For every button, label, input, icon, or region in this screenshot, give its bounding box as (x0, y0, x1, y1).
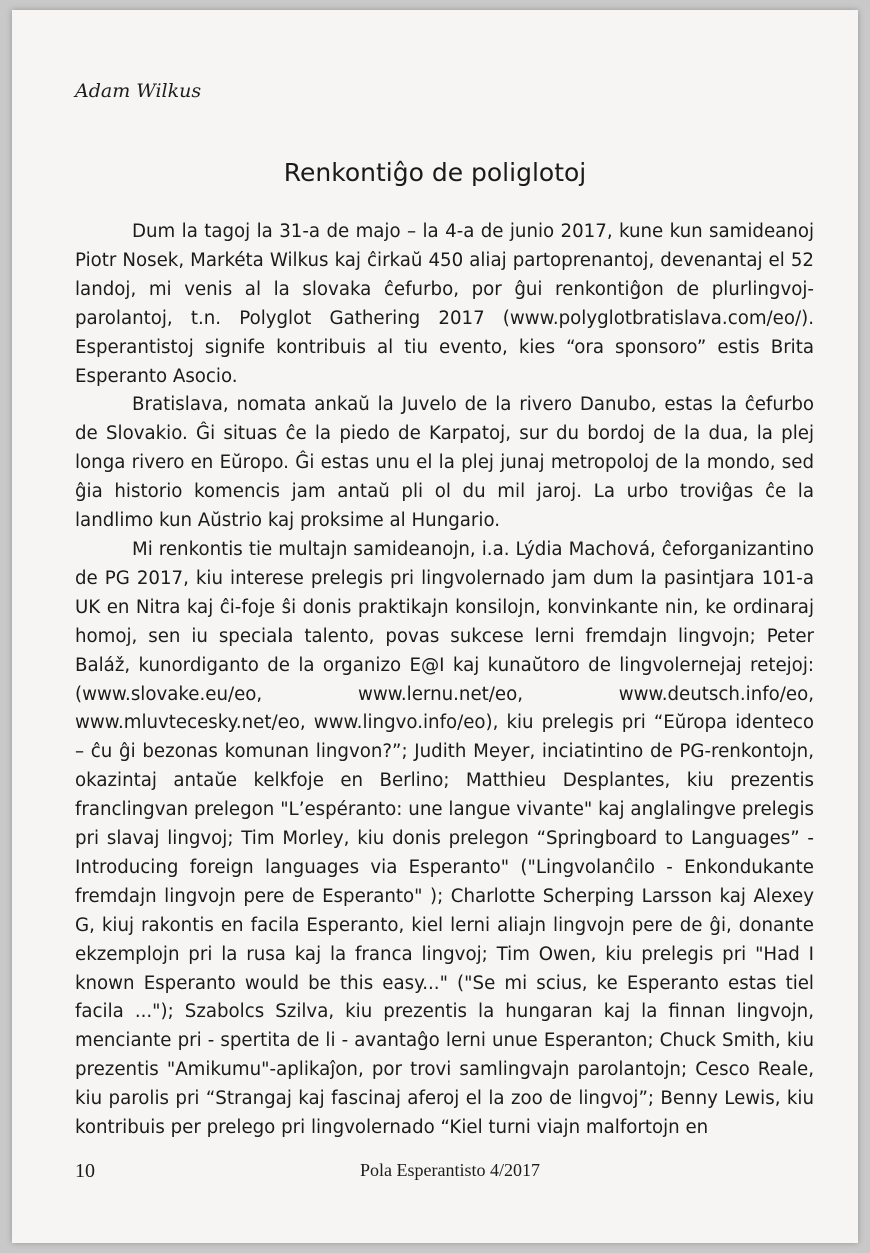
paragraph-1: Dum la tagoj la 31-a de majo – la 4-a de junio 2017, kune kun samideanoj Piotr Nosek, Markéta Wilkus kaj ĉirkaŭ 450 aliaj partoprenantoj, devenantaj el 52 landoj, mi venis al la slovaka ĉefurbo, por ĝui renkontiĝon de plurlingvoj-parolantoj, t.n. Polyglot Gathering 2017 (www.polyglotbratislava.com/eo/). Esperantistoj signife kontribuis al tiu evento, kies “ora sponsoro” estis Brita Esperanto Asocio. (75, 221, 814, 387)
paragraph-3: Mi renkontis tie multajn samideanojn, i.a. Lýdia Machová, ĉeforganizantino de PG 2017, kiu interese prelegis pri lingvolernado jam dum la pasintjara 101-a UK en Nitra kaj ĉi-foje ŝi donis praktikajn konsilojn, konvinkante nin, ke ordinaraj homoj, sen iu speciala talento, povas sukcese lerni fremdajn lingvojn; Peter Baláž, kunordiganto de la organizo E@I kaj kunaŭtoro de lingvolernejaj retejoj: (www.slovake.eu/eo, www.lernu.net/eo, www.deutsch.info/eo, www.mluvtecesky.net/eo, www.lingvo.info/eo), kiu prelegis pri “Eŭropa identeco – ĉu ĝi bezonas komunan lingvon?”; Judith Meyer, inciatintino de PG-renkontojn, okazintaj antaŭe kelkfoje en Berlino; Matthieu Desplantes, kiu prezentis franclingvan prelegon "L’espéranto: une langue vivante" kaj anglalingve prelegis pri slavaj lingvoj; Tim Morley, kiu donis prelegon “Springboard to Languages” - Introducing foreign languages via Esperanto" ("Lingvolanĉilo - Enkondukante fremdajn lingvojn pere de Esperanto" ); Charlotte Scherping Larsson kaj Alexey G, kiuj rakontis en facila Esperanto, kiel lerni aliajn lingvojn pere de ĝi, donante ekzemplojn pri la rusa kaj la franca lingvoj; Tim Owen, kiu prelegis pri "Had I known Esperanto would be this easy..." ("Se mi scius, ke Esperanto estas tiel facila ..."); Szabolcs Szilva, kiu prezentis la hungaran kaj la finnan lingvojn, menciante pri - spertita de li - avantaĝo lerni unue Esperanton; Chuck Smith, kiu prezentis "Amikumu"-aplikaĵon, por trovi samlingvajn parolantojn; Cesco Reale, kiu parolis pri “Strangaj kaj fascinaj aferoj el la zoo de lingvoj”; Benny Lewis, kiu kontribuis per prelego pri lingvolernado “Kiel turni viajn malfortojn en (75, 538, 814, 1139)
article-title: Renkontiĝo de poliglotoj (283, 158, 587, 187)
show-through-text (552, 68, 852, 96)
article-body (75, 218, 814, 1143)
page-number: 10 (75, 1160, 95, 1182)
document-page (12, 10, 858, 1243)
author-name: Adam Wilkus (75, 80, 202, 102)
paragraph-2: Bratislava, nomata ankaŭ la Juvelo de la rivero Danubo, estas la ĉefurbo de Slovakio. Ĝi situas ĉe la piedo de Karpatoj, sur du bordoj de la dua, la plej longa rivero en Eŭropo. Ĝi estas unu el la plej junaj metropoloj de la mondo, sed ĝia historio komencis jam antaŭ pli ol du mil jaroj. La urbo troviĝas ĉe la landlimo kun Aŭstrio kaj proksime al Hungario. (75, 394, 814, 532)
publication-footer: Pola Esperantisto 4/2017 (360, 1160, 540, 1180)
